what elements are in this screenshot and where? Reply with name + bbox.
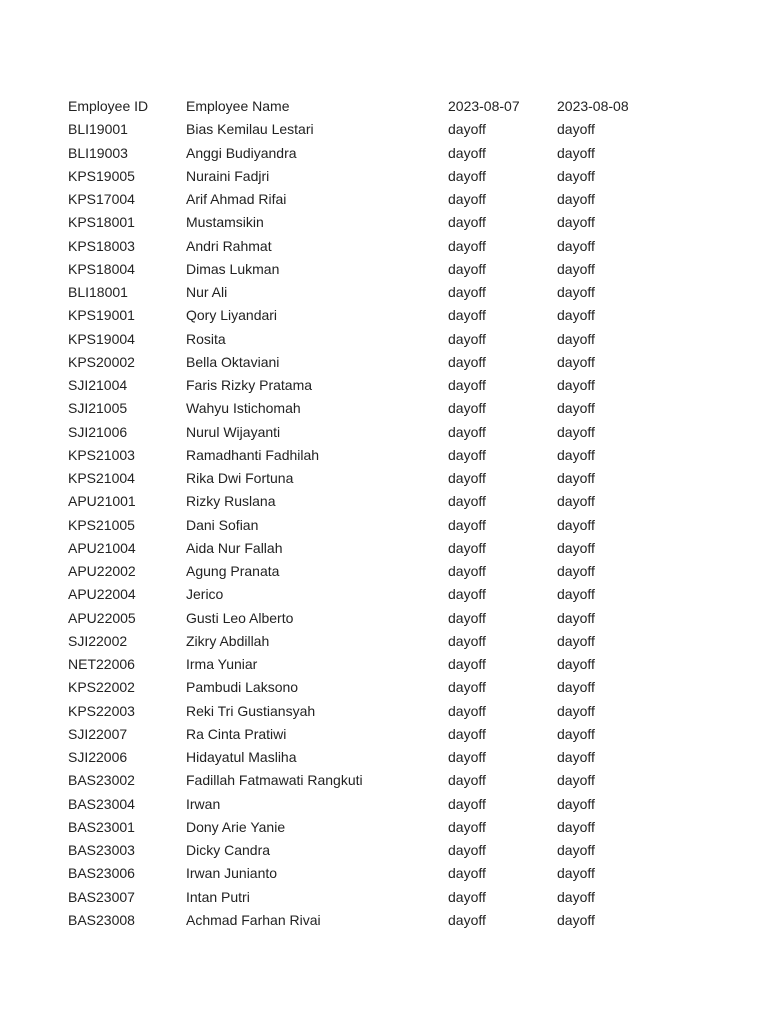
date-1-status-cell: dayoff — [448, 400, 486, 417]
date-1-status-cell: dayoff — [448, 842, 486, 858]
date-1-status-cell: dayoff — [448, 609, 486, 626]
employee-id-cell: SJI22006 — [68, 749, 128, 765]
table-row — [68, 886, 657, 909]
table-row — [68, 816, 657, 839]
employee-name-cell: Nurul Wijayanti — [186, 423, 281, 440]
employee-id-cell: BAS23003 — [68, 842, 135, 858]
date-1-status-cell: dayoff — [448, 121, 486, 138]
employee-id-cell: BAS23006 — [68, 865, 135, 882]
table-row — [68, 746, 657, 769]
employee-id-cell: KPS17004 — [68, 191, 135, 207]
date-2-status-cell: dayoff — [557, 330, 595, 347]
table-row — [68, 304, 657, 327]
table-row — [68, 560, 657, 583]
date-2-status-cell: dayoff — [557, 772, 595, 789]
date-2-status-cell: dayoff — [557, 144, 595, 161]
table-row — [68, 165, 657, 188]
date-2-status-cell: dayoff — [557, 865, 595, 882]
employee-name-cell: Pambudi Laksono — [186, 679, 299, 696]
date-2-status-cell: dayoff — [557, 725, 595, 742]
date-2-status-cell: dayoff — [557, 632, 595, 649]
date-2-status-cell: dayoff — [557, 446, 595, 463]
date-1-status-cell: dayoff — [448, 865, 486, 882]
employee-id-cell: KPS22002 — [68, 679, 135, 696]
date-1-status-cell: dayoff — [448, 795, 486, 812]
table-row — [68, 514, 657, 537]
date-2-status-cell: dayoff — [557, 702, 595, 719]
employee-id-cell: SJI21005 — [68, 400, 128, 417]
table-row — [68, 281, 657, 304]
employee-id-cell: APU22002 — [68, 563, 136, 579]
table-row — [68, 723, 657, 746]
employee-name-cell: Nuraini Fadjri — [186, 167, 270, 184]
employee-id-cell: BAS23004 — [68, 795, 135, 812]
table-row — [68, 490, 657, 513]
employee-name-cell: Dimas Lukman — [186, 260, 280, 277]
table-row — [68, 769, 657, 792]
employee-name-cell: Gusti Leo Alberto — [186, 609, 294, 626]
date-1-status-cell: dayoff — [448, 679, 486, 696]
employee-name-cell: Anggi Budiyandra — [186, 144, 297, 161]
date-2-status-cell: dayoff — [557, 609, 595, 626]
date-2-status-cell: dayoff — [557, 493, 595, 510]
date-2-status-cell: dayoff — [557, 749, 595, 765]
employee-id-cell: KPS22003 — [68, 702, 135, 719]
table-row — [68, 700, 657, 723]
table-row — [68, 397, 657, 420]
date-2-status-cell: dayoff — [557, 121, 595, 138]
date-1-status-cell: dayoff — [448, 144, 486, 161]
employee-id-cell: KPS21005 — [68, 516, 135, 533]
employee-name-cell: Ra Cinta Pratiwi — [186, 725, 287, 742]
employee-id-cell: APU21001 — [68, 493, 136, 510]
employee-name-cell: Rosita — [186, 330, 226, 347]
date-1-status-cell: dayoff — [448, 237, 486, 254]
employee-name-cell: Zikry Abdillah — [186, 632, 270, 649]
date-2-status-cell: dayoff — [557, 586, 595, 603]
employee-name-cell: Wahyu Istichomah — [186, 400, 301, 417]
employee-id-cell: BLI19003 — [68, 144, 128, 161]
date-2-status-cell: dayoff — [557, 284, 595, 300]
date-2-status-cell: dayoff — [557, 353, 595, 370]
employee-name-cell: Achmad Farhan Rivai — [186, 911, 321, 928]
date-1-status-cell: dayoff — [448, 353, 486, 370]
table-row — [68, 793, 657, 816]
date-1-status-cell: dayoff — [448, 818, 486, 835]
employee-name-cell: Rika Dwi Fortuna — [186, 470, 294, 486]
employee-dayoff-table — [68, 95, 657, 932]
table-row — [68, 839, 657, 862]
date-2-status-cell: dayoff — [557, 842, 595, 858]
employee-name-cell: Irma Yuniar — [186, 656, 258, 672]
date-2-status-cell: dayoff — [557, 214, 595, 231]
table-row — [68, 444, 657, 467]
employee-id-cell: KPS18001 — [68, 214, 135, 231]
column-header-date-2: 2023-08-08 — [557, 98, 629, 114]
table-header-row — [68, 95, 657, 118]
employee-name-cell: Irwan Junianto — [186, 865, 278, 882]
employee-name-cell: Irwan — [186, 795, 221, 812]
table-row — [68, 909, 657, 932]
date-2-status-cell: dayoff — [557, 191, 595, 207]
employee-name-cell: Arif Ahmad Rifai — [186, 191, 287, 207]
employee-name-cell: Bella Oktaviani — [186, 353, 280, 370]
employee-name-cell: Intan Putri — [186, 888, 250, 905]
table-row — [68, 467, 657, 490]
date-1-status-cell: dayoff — [448, 563, 486, 579]
employee-id-cell: APU22005 — [68, 609, 136, 626]
employee-id-cell: KPS18003 — [68, 237, 135, 254]
date-1-status-cell: dayoff — [448, 586, 486, 603]
employee-name-cell: Dani Sofian — [186, 516, 259, 533]
employee-id-cell: BLI18001 — [68, 284, 128, 300]
date-1-status-cell: dayoff — [448, 911, 486, 928]
employee-id-cell: NET22006 — [68, 656, 135, 672]
date-1-status-cell: dayoff — [448, 702, 486, 719]
employee-id-cell: APU22004 — [68, 586, 136, 603]
column-header-employee-id: Employee ID — [68, 98, 149, 114]
date-2-status-cell: dayoff — [557, 377, 595, 393]
employee-name-cell: Andri Rahmat — [186, 237, 272, 254]
employee-name-cell: Mustamsikin — [186, 214, 264, 231]
date-1-status-cell: dayoff — [448, 307, 486, 324]
employee-name-cell: Agung Pranata — [186, 563, 280, 579]
date-1-status-cell: dayoff — [448, 167, 486, 184]
date-2-status-cell: dayoff — [557, 539, 595, 556]
table-row — [68, 142, 657, 165]
employee-id-cell: KPS21003 — [68, 446, 135, 463]
date-2-status-cell: dayoff — [557, 888, 595, 905]
employee-id-cell: BAS23002 — [68, 772, 135, 789]
date-1-status-cell: dayoff — [448, 260, 486, 277]
date-2-status-cell: dayoff — [557, 656, 595, 672]
date-1-status-cell: dayoff — [448, 446, 486, 463]
date-2-status-cell: dayoff — [557, 911, 595, 928]
employee-name-cell: Faris Rizky Pratama — [186, 377, 313, 393]
date-1-status-cell: dayoff — [448, 284, 486, 300]
table-body — [68, 118, 657, 932]
date-1-status-cell: dayoff — [448, 191, 486, 207]
table-row — [68, 537, 657, 560]
table-row — [68, 630, 657, 653]
employee-id-cell: KPS19001 — [68, 307, 135, 324]
date-2-status-cell: dayoff — [557, 167, 595, 184]
employee-name-cell: Rizky Ruslana — [186, 493, 276, 510]
employee-name-cell: Qory Liyandari — [186, 307, 278, 324]
table-row — [68, 258, 657, 281]
table-row — [68, 211, 657, 234]
date-1-status-cell: dayoff — [448, 656, 486, 672]
table-row — [68, 351, 657, 374]
table-row — [68, 676, 657, 699]
date-1-status-cell: dayoff — [448, 516, 486, 533]
table-row — [68, 421, 657, 444]
table-row — [68, 653, 657, 676]
employee-id-cell: APU21004 — [68, 539, 136, 556]
employee-id-cell: BAS23008 — [68, 911, 135, 928]
column-header-employee-name: Employee Name — [186, 98, 290, 114]
date-1-status-cell: dayoff — [448, 539, 486, 556]
employee-id-cell: BLI19001 — [68, 121, 128, 138]
date-2-status-cell: dayoff — [557, 818, 595, 835]
date-2-status-cell: dayoff — [557, 400, 595, 417]
table-row — [68, 862, 657, 885]
date-2-status-cell: dayoff — [557, 470, 595, 486]
date-1-status-cell: dayoff — [448, 493, 486, 510]
date-1-status-cell: dayoff — [448, 888, 486, 905]
date-2-status-cell: dayoff — [557, 679, 595, 696]
date-2-status-cell: dayoff — [557, 423, 595, 440]
date-2-status-cell: dayoff — [557, 795, 595, 812]
table-row — [68, 583, 657, 606]
date-1-status-cell: dayoff — [448, 214, 486, 231]
employee-id-cell: KPS19004 — [68, 330, 135, 347]
employee-id-cell: SJI22002 — [68, 632, 128, 649]
column-header-date-1: 2023-08-07 — [448, 98, 520, 114]
table-row — [68, 235, 657, 258]
employee-name-cell: Nur Ali — [186, 284, 228, 300]
date-2-status-cell: dayoff — [557, 237, 595, 254]
employee-name-cell: Dicky Candra — [186, 842, 271, 858]
date-2-status-cell: dayoff — [557, 260, 595, 277]
date-1-status-cell: dayoff — [448, 377, 486, 393]
date-1-status-cell: dayoff — [448, 749, 486, 765]
table-row — [68, 374, 657, 397]
employee-name-cell: Dony Arie Yanie — [186, 818, 286, 835]
employee-id-cell: BAS23001 — [68, 818, 135, 835]
date-1-status-cell: dayoff — [448, 632, 486, 649]
employee-name-cell: Aida Nur Fallah — [186, 539, 283, 556]
date-2-status-cell: dayoff — [557, 563, 595, 579]
date-2-status-cell: dayoff — [557, 516, 595, 533]
employee-name-cell: Hidayatul Masliha — [186, 749, 297, 765]
employee-id-cell: KPS21004 — [68, 470, 135, 486]
table-row — [68, 188, 657, 211]
date-1-status-cell: dayoff — [448, 330, 486, 347]
employee-id-cell: KPS20002 — [68, 353, 135, 370]
table-row — [68, 607, 657, 630]
employee-id-cell: SJI21004 — [68, 377, 128, 393]
date-1-status-cell: dayoff — [448, 470, 486, 486]
employee-id-cell: KPS19005 — [68, 167, 135, 184]
table-row — [68, 118, 657, 141]
employee-name-cell: Bias Kemilau Lestari — [186, 121, 314, 138]
employee-name-cell: Fadillah Fatmawati Rangkuti — [186, 772, 363, 789]
date-2-status-cell: dayoff — [557, 307, 595, 324]
table-row — [68, 328, 657, 351]
employee-name-cell: Reki Tri Gustiansyah — [186, 702, 316, 719]
employee-id-cell: BAS23007 — [68, 888, 135, 905]
date-1-status-cell: dayoff — [448, 423, 486, 440]
employee-name-cell: Jerico — [186, 586, 224, 603]
employee-name-cell: Ramadhanti Fadhilah — [186, 446, 320, 463]
date-1-status-cell: dayoff — [448, 772, 486, 789]
date-1-status-cell: dayoff — [448, 725, 486, 742]
employee-id-cell: KPS18004 — [68, 260, 135, 277]
employee-id-cell: SJI22007 — [68, 725, 128, 742]
employee-id-cell: SJI21006 — [68, 423, 128, 440]
